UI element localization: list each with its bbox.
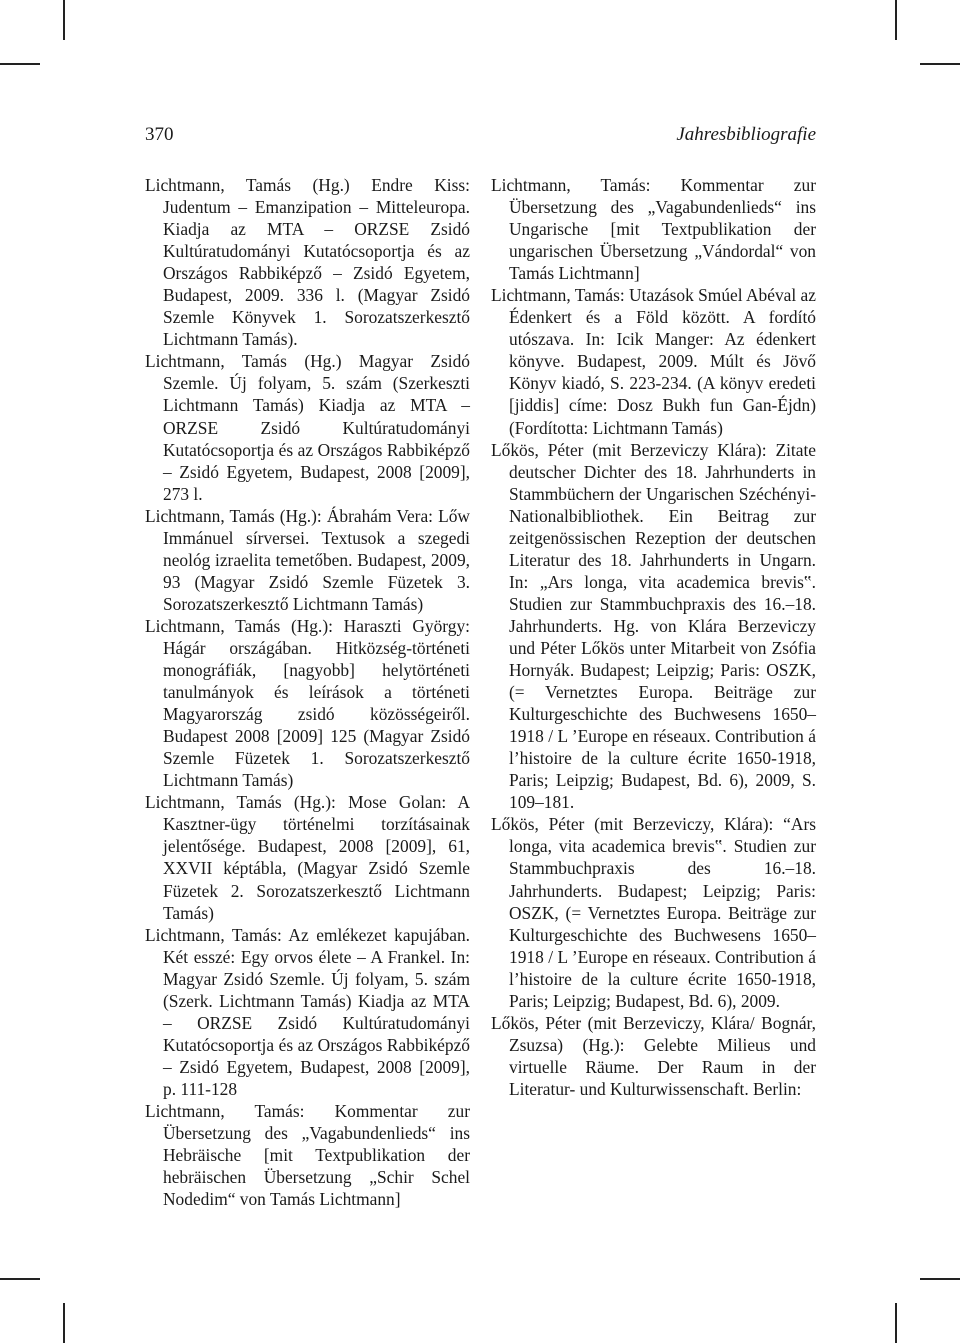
right-column (491, 174, 816, 1100)
running-head: Jahresbibliografie (676, 124, 816, 145)
bibliography-entry: Lőkös, Péter (mit Berzeviczy, Klára/ Bognár, Zsuzsa) (Hg.): Gelebte Milieus und virtuelle Räume. Der Raum in der Literatur- und Kulturwissenschaft. Berlin: (491, 1012, 816, 1099)
crop-mark-bottom-left-horizontal (0, 1278, 40, 1280)
crop-mark-top-left-horizontal (0, 63, 40, 65)
bibliography-entry: Lichtmann, Tamás: Az emlékezet kapujában. Két esszé: Egy orvos élete – A Frankel. In: Magyar Zsidó Szemle. Új folyam, 5. szám (Szerk. Lichtmann Tamás) Kiadja az MTA – ORZSE Zsidó Kultúratudományi Kutatócsoportja és az Országos Rabbiképző – Zsidó Egyetem, Budapest, 2008 [2009], p. 111-128 (145, 924, 470, 1099)
bibliography-entry: Lichtmann, Tamás: Utazások Smúel Abéval az Édenkert és a Föld között. A fordító utószava. In: Icik Manger: Az édenkert könyve. Budapest, 2009. Múlt és Jövő Könyv kiadó, S. 223-234. (A könyv eredeti [jiddis] címe: Dosz Bukh fun Gan-Éjdn) (Fordította: Lichtmann Tamás) (491, 285, 816, 438)
bibliography-entry: Lichtmann, Tamás: Kommentar zur Übersetzung des „Vagabundenlieds“ ins Hebräische [mit Textpublikation der hebräischen Übersetzung „Schir Schel Nodedim“ von Tamás Lichtmann] (145, 1100, 470, 1210)
crop-mark-top-right (895, 0, 897, 40)
crop-mark-bottom-right-horizontal (920, 1278, 960, 1280)
page-number: 370 (145, 124, 174, 145)
bibliography-entry: Lőkös, Péter (mit Berzeviczy Klára): Zitate deutscher Dichter des 18. Jahrhunderts in Stammbüchern der Ungarischen Széchényi-Nationalbibliothek. Ein Beitrag zur zeitgenössischen Rezeption der deutschen Literatur des 18. Jahrhunderts in Ungarn. In: „Ars longa, vita academica brevis‟. Studien zur Stammbuchpraxis des 16.–18. Jahrhunderts. Hg. von Klára Berzeviczy und Péter Lőkös unter Mitarbeit von Zsófia Hornyák. Budapest; Leipzig; Paris: OSZK, (= Vernetztes Europa. Beiträge zur Kulturgeschichte des Buchwesens 1650–1918 / L ’Europe en réseaux. Contribution á l’histoire de la culture écrite 1650-1918, Paris; Leipzig; Budapest, Bd. 6), 2009, S. 109–181. (491, 439, 816, 813)
crop-mark-bottom-right (895, 1303, 897, 1343)
bibliography-entry: Lichtmann, Tamás (Hg.) Magyar Zsidó Szemle. Új folyam, 5. szám (Szerkeszti Lichtmann Tamás) Kiadja az MTA – ORZSE Zsidó Kultúratudományi Kutatócsoportja és az Országos Rabbiképző – Zsidó Egyetem, Budapest, 2008 [2009], 273 l. (145, 351, 470, 504)
crop-mark-bottom-left (63, 1303, 65, 1343)
left-column (145, 174, 470, 1210)
bibliography-entry: Lőkös, Péter (mit Berzeviczy, Klára): “Ars longa, vita academica brevis‟. Studien zur Stammbuchpraxis des 16.–18. Jahrhunderts. Budapest; Leipzig; Paris: OSZK, (= Vernetztes Europa. Beiträge zur Kulturgeschichte des Buchwesens 1650–1918 / L ’Europe en réseaux. Contribution á l’histoire de la culture écrite 1650-1918, Paris; Leipzig; Budapest, Bd. 6), 2009. (491, 814, 816, 1011)
crop-mark-top-left (63, 0, 65, 40)
bibliography-entry: Lichtmann, Tamás (Hg.): Haraszti György: Hágár országában. Hitközség-történeti monográfiák, [nagyobb] helytörténeti tanulmányok és leírások a történeti Magyarország zsidó közösségeiről. Budapest 2008 [2009] 125 (Magyar Zsidó Szemle Füzetek 1. Sorozatszerkesztő Lichtmann Tamás) (145, 615, 470, 791)
bibliography-entry: Lichtmann, Tamás (Hg.): Mose Golan: A Kasztner-ügy történelmi torzításainak jelentősége. Budapest, 2008 [2009], 61, XXVII képtábla, (Magyar Zsidó Szemle Füzetek 2. Sorozatszerkesztő Lichtmann Tamás) (145, 792, 470, 923)
bibliography-entry: Lichtmann, Tamás: Kommentar zur Übersetzung des „Vagabundenlieds“ ins Ungarische [mit Textpublikation der ungarischen Übersetzung „Vándordal“ von Tamás Lichtmann] (491, 175, 816, 284)
crop-mark-top-right-horizontal (920, 63, 960, 65)
bibliography-entry: Lichtmann, Tamás (Hg.) Endre Kiss: Judentum – Emanzipation – Mitteleuropa. Kiadja az MTA – ORZSE Zsidó Kultúratudományi Kutatócsoportja és az Országos Rabbiképző – Zsidó Egyetem, Budapest, 2009. 336 l. (Magyar Zsidó Szemle Könyvek 1. Sorozatszerkesztő Lichtmann Tamás). (145, 175, 470, 350)
bibliography-entry: Lichtmann, Tamás (Hg.): Ábrahám Vera: Lőw Immánuel sírversei. Textusok a szegedi neológ izraelita temetőben. Budapest, 2009, 93 (Magyar Zsidó Szemle Füzetek 3. Sorozatszerkesztő Lichtmann Tamás) (145, 505, 470, 614)
